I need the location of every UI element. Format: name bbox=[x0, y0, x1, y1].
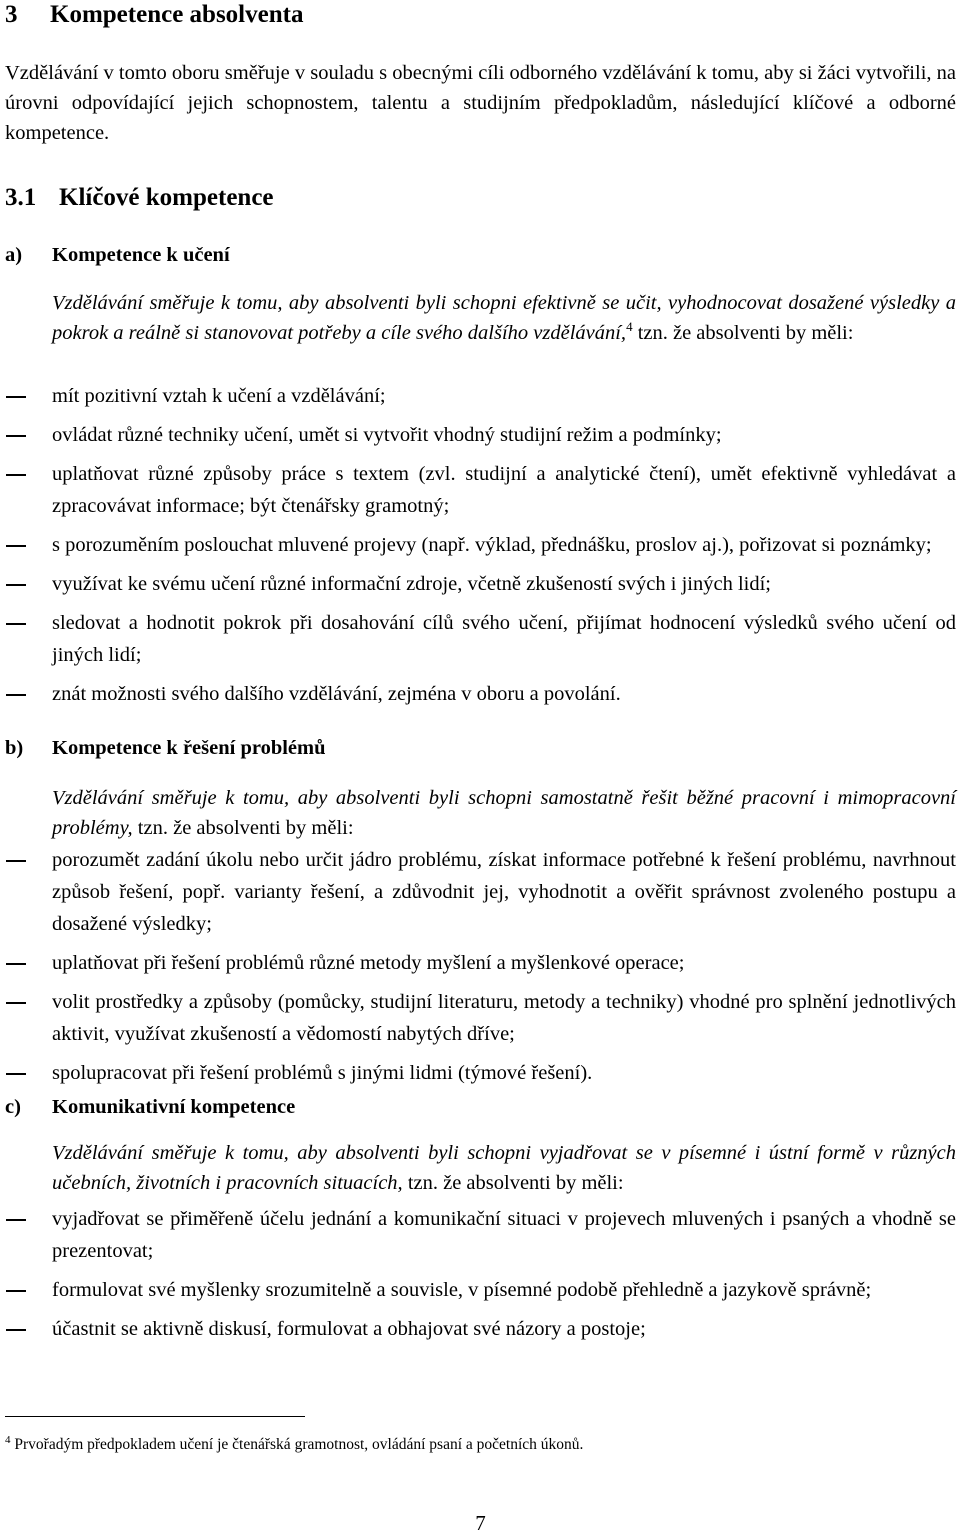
dash-bullet bbox=[6, 1219, 26, 1221]
competence-list-a bbox=[5, 380, 956, 717]
footnote bbox=[5, 1434, 583, 1456]
competence-title: Kompetence k řešení problémů bbox=[52, 737, 326, 759]
competence-intro-tail: tzn. že absolventi by měli: bbox=[402, 1172, 624, 1194]
competence-intro-tail: tzn. že absolventi by měli: bbox=[632, 322, 854, 344]
list-item: vyjadřovat se přiměřeně účelu jednání a komunikační situaci v projevech mluvených i psaných a vhodně se prezentovat; bbox=[5, 1203, 956, 1267]
competence-intro-italic: Vzdělávání směřuje k tomu, aby absolventi byli schopni samostatně řešit běžné pracovní i mimopracovní problémy, bbox=[52, 787, 956, 839]
section-number: 3.1 bbox=[5, 184, 37, 211]
dash-bullet bbox=[6, 1002, 26, 1004]
page-number: 7 bbox=[475, 1511, 486, 1535]
competence-intro-tail: tzn. že absolventi by měli: bbox=[132, 817, 354, 839]
dash-bullet bbox=[6, 396, 26, 398]
competence-intro-a bbox=[52, 288, 956, 348]
dash-bullet bbox=[6, 963, 26, 965]
list-item: využívat ke svému učení různé informační zdroje, včetně zkušeností svých i jiných lidí; bbox=[5, 568, 956, 600]
list-item: formulovat své myšlenky srozumitelně a souvisle, v písemné podobě přehledně a jazykově správně; bbox=[5, 1274, 956, 1306]
competence-letter: b) bbox=[5, 737, 24, 759]
list-item: účastnit se aktivně diskusí, formulovat a obhajovat své názory a postoje; bbox=[5, 1313, 956, 1345]
dash-bullet bbox=[6, 545, 26, 547]
chapter-heading bbox=[5, 0, 303, 30]
footnote-number: 4 bbox=[5, 1434, 11, 1446]
dash-bullet bbox=[6, 584, 26, 586]
section-heading bbox=[5, 183, 274, 213]
competence-intro-italic: Vzdělávání směřuje k tomu, aby absolventi byli schopni efektivně se učit, vyhodnocovat dosažené výsledky a pokrok a reálně si stanovovat potřeby a cíle svého dalšího vzdělávání, bbox=[52, 292, 956, 344]
list-item: s porozuměním poslouchat mluvené projevy (např. výklad, přednášku, proslov aj.), pořizovat si poznámky; bbox=[5, 529, 956, 561]
competence-intro-b bbox=[52, 783, 956, 843]
list-item: uplatňovat při řešení problémů různé metody myšlení a myšlenkové operace; bbox=[5, 947, 956, 979]
list-item: mít pozitivní vztah k učení a vzdělávání; bbox=[5, 380, 956, 412]
footnote-text: Prvořadým předpokladem učení je čtenářská gramotnost, ovládání psaní a početních úkonů. bbox=[10, 1436, 584, 1453]
dash-bullet bbox=[6, 623, 26, 625]
competence-list-b bbox=[5, 844, 956, 1096]
competence-title: Kompetence k učení bbox=[52, 244, 230, 266]
footnote-separator bbox=[5, 1416, 305, 1417]
dash-bullet bbox=[6, 1073, 26, 1075]
dash-bullet bbox=[6, 694, 26, 696]
competence-letter: c) bbox=[5, 1096, 21, 1118]
competence-list-c bbox=[5, 1203, 956, 1352]
competence-intro-italic: Vzdělávání směřuje k tomu, aby absolventi byli schopni vyjadřovat se v písemné i ústní formě v různých učebních, životních i pracovních situacích, bbox=[52, 1142, 956, 1194]
footnote-ref: 4 bbox=[626, 319, 633, 334]
dash-bullet bbox=[6, 860, 26, 862]
list-item: ovládat různé techniky učení, umět si vytvořit vhodný studijní režim a podmínky; bbox=[5, 419, 956, 451]
list-item: porozumět zadání úkolu nebo určit jádro problému, získat informace potřebné k řešení problému, navrhnout způsob řešení, popř. varianty řešení, a zdůvodnit jej, vyhodnotit a ověřit správnost zvoleného postupu a dosažené výsledky; bbox=[5, 844, 956, 940]
competence-heading-c bbox=[5, 1092, 295, 1122]
list-item: spolupracovat při řešení problémů s jinými lidmi (týmové řešení). bbox=[5, 1057, 956, 1089]
chapter-number: 3 bbox=[5, 1, 18, 28]
dash-bullet bbox=[6, 1329, 26, 1331]
list-item: uplatňovat různé způsoby práce s textem (zvl. studijní a analytické čtení), umět efektivně vyhledávat a zpracovávat informace; být čtenářsky gramotný; bbox=[5, 458, 956, 522]
list-item: znát možnosti svého dalšího vzdělávání, zejména v oboru a povolání. bbox=[5, 678, 956, 710]
list-item: volit prostředky a způsoby (pomůcky, studijní literaturu, metody a techniky) vhodné pro splnění jednotlivých aktivit, využívat zkušeností a vědomostí nabytých dříve; bbox=[5, 986, 956, 1050]
competence-title: Komunikativní kompetence bbox=[52, 1096, 296, 1118]
list-item: sledovat a hodnotit pokrok při dosahování cílů svého učení, přijímat hodnocení výsledků svého učení od jiných lidí; bbox=[5, 607, 956, 671]
competence-heading-a bbox=[5, 240, 230, 270]
section-title: Klíčové kompetence bbox=[59, 184, 274, 211]
competence-intro-c bbox=[52, 1138, 956, 1198]
competence-letter: a) bbox=[5, 244, 23, 266]
dash-bullet bbox=[6, 1290, 26, 1292]
dash-bullet bbox=[6, 474, 26, 476]
chapter-title: Kompetence absolventa bbox=[50, 1, 304, 28]
competence-heading-b bbox=[5, 733, 326, 763]
intro-paragraph: Vzdělávání v tomto oboru směřuje v souladu s obecnými cíli odborného vzdělávání k tomu, aby si žáci vytvořili, na úrovni odpovídající jejich schopnostem, talentu a studijním předpokladům, následující klíčové a odborné kompetence. bbox=[5, 62, 956, 144]
dash-bullet bbox=[6, 435, 26, 437]
